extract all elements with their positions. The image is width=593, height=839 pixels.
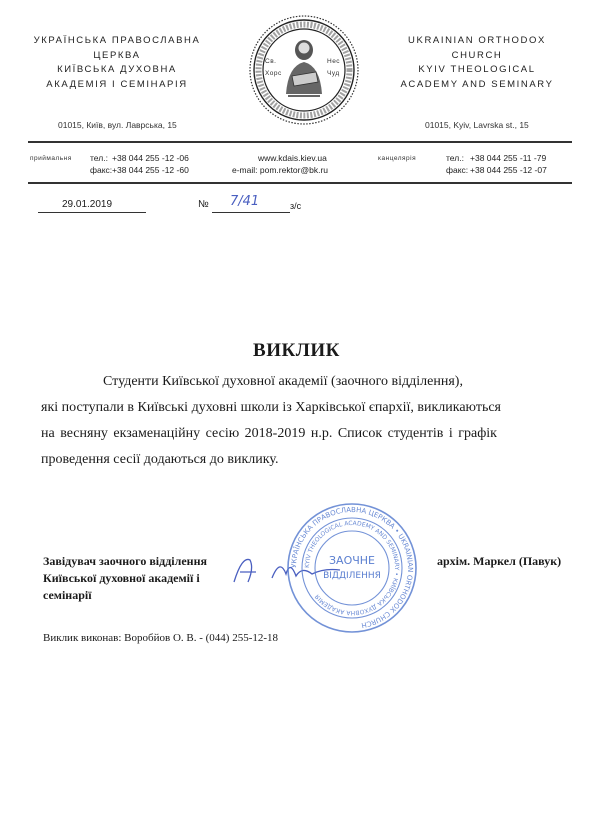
emblem-sub-right: Чуд [327,70,340,77]
letterhead-ua-line3: КИЇВСЬКА ДУХОВНА [57,64,177,75]
signatory-position [43,553,207,604]
executor-note: Виклик виконав: Воробйов О. В. - (044) 255-12-18 [43,632,279,644]
letterhead-ua-line1: УКРАЇНСЬКА ПРАВОСЛАВНА [33,35,201,46]
stamp-outer-text: УКРАЇНСЬКА ПРАВОСЛАВНА ЦЕРКВА • UKRAINIAN ORTHODOX CHURCH [289,505,415,630]
chancery-fax: +38 044 255 -12 -07 [470,165,547,175]
emblem-right-text: Нес [327,58,341,65]
letterhead-ua-line2: ЦЕРКВА [93,49,141,61]
official-stamp [286,502,418,634]
number-sign: № [198,199,209,210]
stamp-center-line1: ЗАОЧНЕ [329,554,375,567]
chancery-tel: +38 044 255 -11 -79 [470,153,547,163]
reception-tel: +38 044 255 -12 -06 [112,153,189,163]
body-line-2: які поступали в Київські духовні школи із Харківської єпархії, викликаються [41,400,501,415]
body-line-4: проведення сесії додаються до виклику. [41,452,279,467]
signatory-position-line3: семінарії [43,588,92,602]
letterhead-ua-address: 01015, Київ, вул. Лаврська, 15 [58,120,177,130]
body-line-1: Студенти Київської духовної академії (заочного відділення), [103,374,463,389]
emblem-sub-left: Хорс [265,70,282,77]
letterhead-en-line1: UKRAINIAN ORTHODOX [408,35,546,46]
website-link[interactable]: www.kdais.kiev.ua [258,153,327,163]
letterhead-en-line3: KYIV THEOLOGICAL [418,64,536,75]
emblem-left-text: Св. [265,58,277,65]
reception-fax: +38 044 255 -12 -60 [112,165,189,175]
chancery-label: канцелярія [378,155,417,162]
letterhead-en [372,34,582,92]
svg-text:KYIV THEOLOGICAL ACADEMY AND S [304,520,400,616]
letter-date: 29.01.2019 [62,199,113,210]
letterhead-ua-line4: АКАДЕМІЯ І СЕМІНАРІЯ [46,78,188,90]
letterhead-en-line4: ACADEMY AND SEMINARY [400,78,554,90]
number-underline [212,212,290,213]
letterhead-divider-bottom [28,182,572,184]
letterhead-en-line2: CHURCH [451,49,503,61]
stamp-inner-text: KYIV THEOLOGICAL ACADEMY AND SEMINARY • КИЇВСЬКА ДУХОВНА АКАДЕМІЯ [303,519,401,617]
chancery-fax-label: факс: [446,165,469,175]
signatory-position-line1: Завідувач заочного відділення [43,554,207,568]
stamp-center-line2: ВІДДІЛЕННЯ [323,571,381,581]
email-link[interactable]: e-mail: pom.rektor@bk.ru [232,165,329,175]
letterhead-en-address: 01015, Kyiv, Lavrska st., 15 [425,120,529,130]
number-suffix: з/с [290,201,302,211]
body-line-3: на весняну екзаменаційну сесію 2018-2019 н.р. Список студентів і графік [41,426,497,441]
signatory-position-line2: Київської духовної академії і [43,571,200,585]
document-title: ВИКЛИК [253,340,340,361]
date-underline [38,212,146,213]
academy-emblem [248,14,360,126]
signatory-name: архім. Маркел (Павук) [437,554,562,568]
reception-label: приймальня [30,155,72,162]
letterhead-ua [14,34,220,92]
chancery-tel-label: тел.: [446,153,464,163]
reception-tel-label: тел.: [90,153,108,163]
reception-fax-label: факс: [90,165,113,175]
letter-number: 7/41 [230,194,260,209]
letterhead-divider-top [28,141,572,143]
